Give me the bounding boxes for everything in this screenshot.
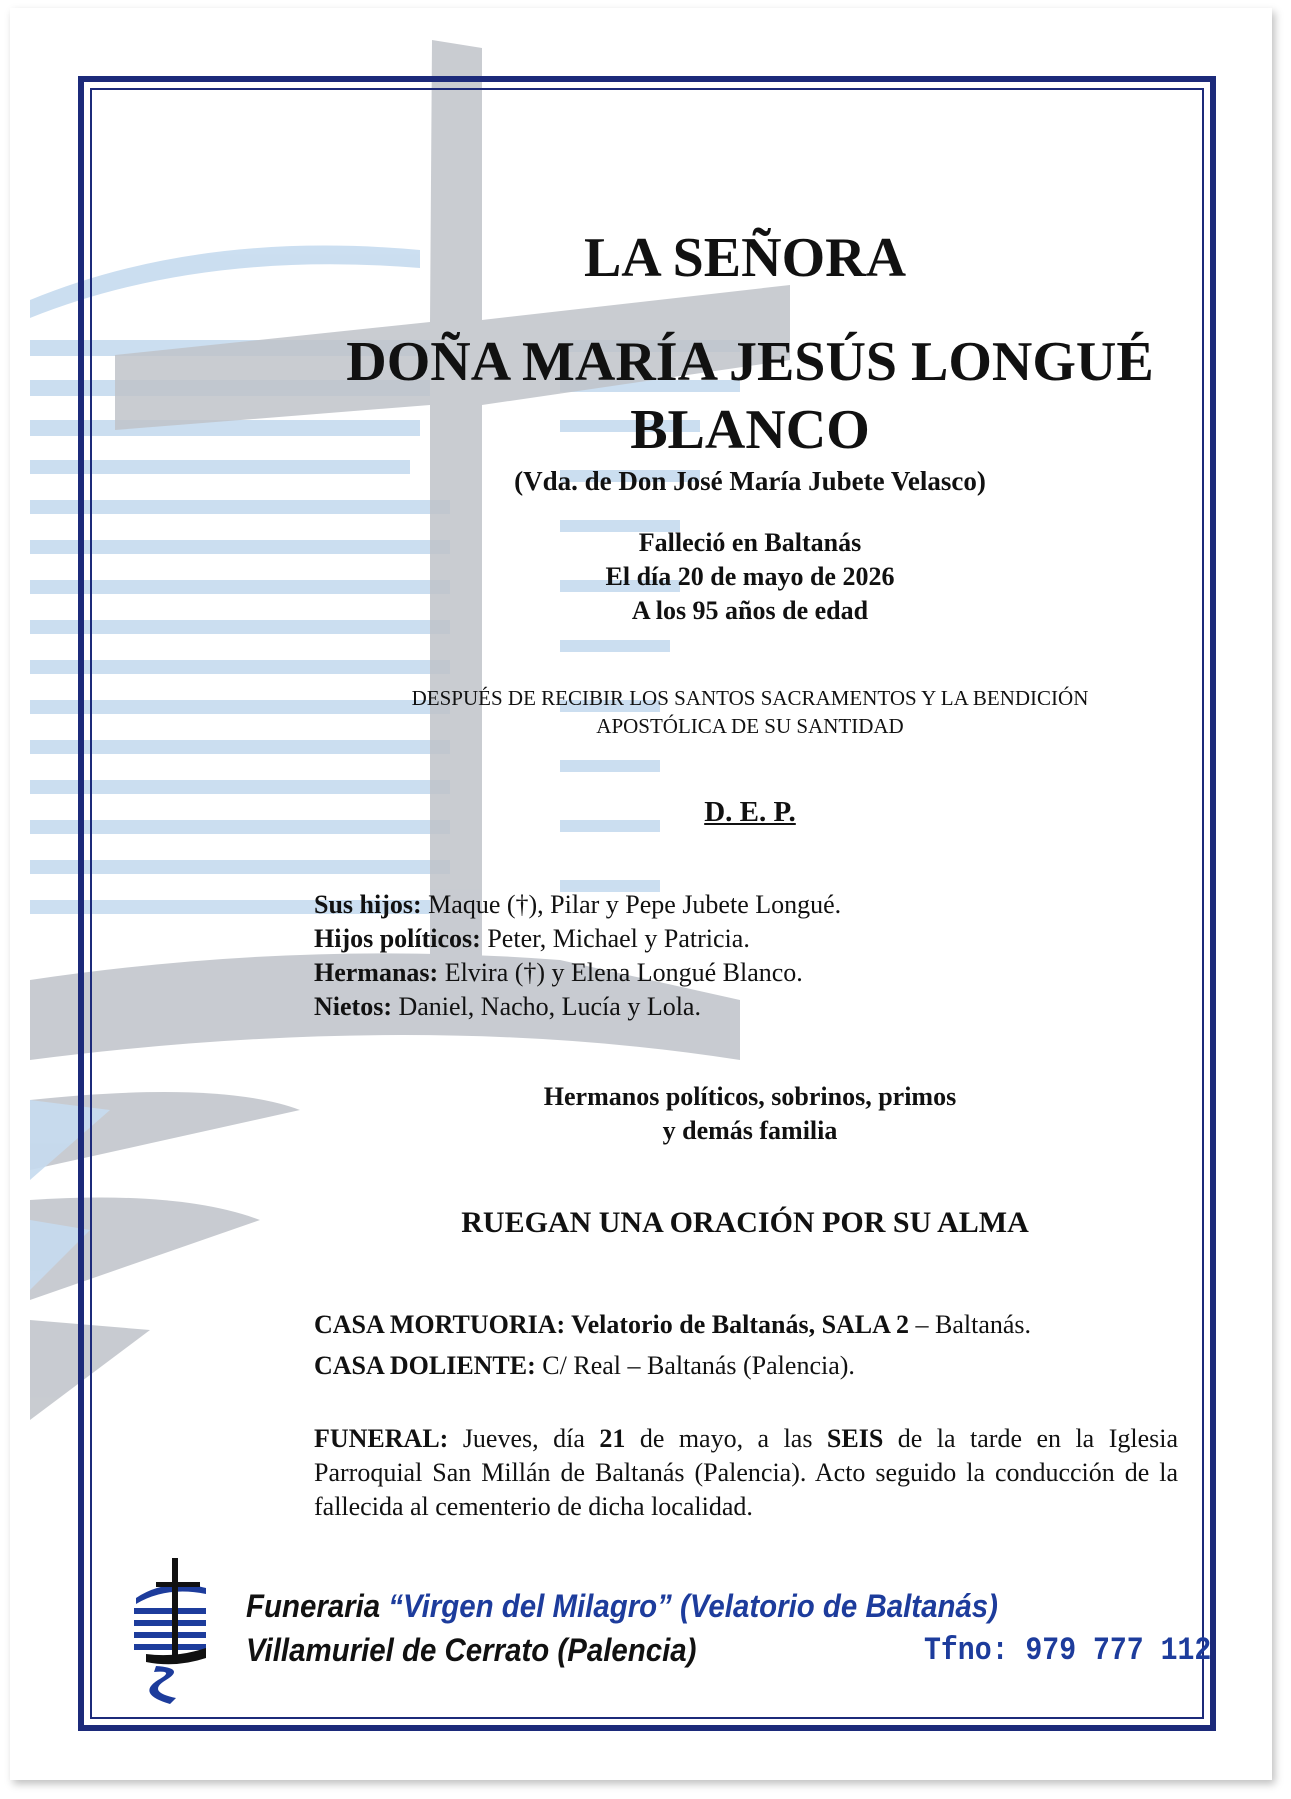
footer-phone: Tfno: 979 777 112	[924, 1632, 1212, 1669]
footer-word: Funeraria	[246, 1588, 381, 1624]
family-label: Nietos:	[314, 992, 392, 1021]
family-text: Peter, Michael y Patricia.	[480, 924, 750, 953]
mortuary-town: – Baltanás.	[908, 1310, 1032, 1339]
sacraments-line1: DESPUÉS DE RECIBIR LOS SANTOS SACRAMENTOS Y LA BENDICIÓN	[411, 686, 1089, 710]
funeral-hour: SEIS	[826, 1424, 884, 1453]
deceased-name-line2: BLANCO	[630, 399, 870, 461]
death-details	[300, 526, 1200, 628]
funeral-text-3: de la tarde en la Iglesia Parroquial San Millán de Baltanás (Palencia). Acto seguido la conducción de la fallecida al cementerio de dicha localidad.	[314, 1424, 1178, 1521]
mortuary-label: CASA MORTUORIA:	[314, 1310, 566, 1339]
grieving-address: C/ Real – Baltanás (Palencia).	[535, 1351, 855, 1380]
family-text: Elvira (†) y Elena Longué Blanco.	[438, 958, 803, 987]
funeral-day: 21	[599, 1424, 626, 1453]
family-label: Sus hijos:	[314, 890, 422, 919]
deceased-name-line1: DOÑA MARÍA JESÚS LONGUÉ	[346, 331, 1154, 393]
family-label: Hijos políticos:	[314, 924, 481, 953]
relatives-line2: y demás familia	[662, 1116, 838, 1145]
heading: LA SEÑORA	[583, 227, 907, 289]
mortuary-line	[314, 1308, 1184, 1342]
relatives-line1: Hermanos políticos, sobrinos, primos	[543, 1082, 957, 1111]
grieving-house-line	[314, 1349, 1184, 1383]
family-label: Hermanas:	[314, 958, 439, 987]
age: A los 95 años de edad	[631, 596, 869, 625]
death-date: El día 20 de mayo de 2026	[605, 562, 895, 591]
family-row	[314, 922, 1184, 956]
funeral-label: FUNERAL:	[314, 1424, 449, 1453]
funeral-text-2: de mayo, a las	[625, 1424, 827, 1453]
funeral-details	[314, 1422, 1178, 1524]
sacraments-line2: APOSTÓLICA DE SU SANTIDAD	[596, 714, 904, 738]
widow-of: (Vda. de Don José María Jubete Velasco)	[514, 466, 986, 496]
family-list	[314, 888, 1184, 1024]
prayer-request: RUEGAN UNA ORACIÓN POR SU ALMA	[461, 1206, 1029, 1239]
relatives	[400, 1080, 1100, 1148]
funeral-home-logo-icon	[126, 1558, 226, 1708]
footer-city: Villamuriel de Cerrato (Palencia)	[246, 1632, 697, 1668]
family-text: Daniel, Nacho, Lucía y Lola.	[391, 992, 701, 1021]
family-text: Maque (†), Pilar y Pepe Jubete Longué.	[421, 890, 842, 919]
family-row	[314, 888, 1184, 922]
family-row	[314, 956, 1184, 990]
funeral-text-1: Jueves, día	[448, 1424, 600, 1453]
rip: D. E. P.	[704, 796, 796, 828]
death-place: Falleció en Baltanás	[638, 528, 862, 557]
footer-name: “Virgen del Milagro” (Velatorio de Baltanás)	[388, 1588, 998, 1624]
grieving-label: CASA DOLIENTE:	[314, 1351, 536, 1380]
footer-funeral-home	[246, 1588, 998, 1625]
sacraments-note	[330, 684, 1170, 740]
family-row	[314, 990, 1184, 1024]
mortuary-place: Velatorio de Baltanás, SALA 2	[565, 1310, 909, 1339]
